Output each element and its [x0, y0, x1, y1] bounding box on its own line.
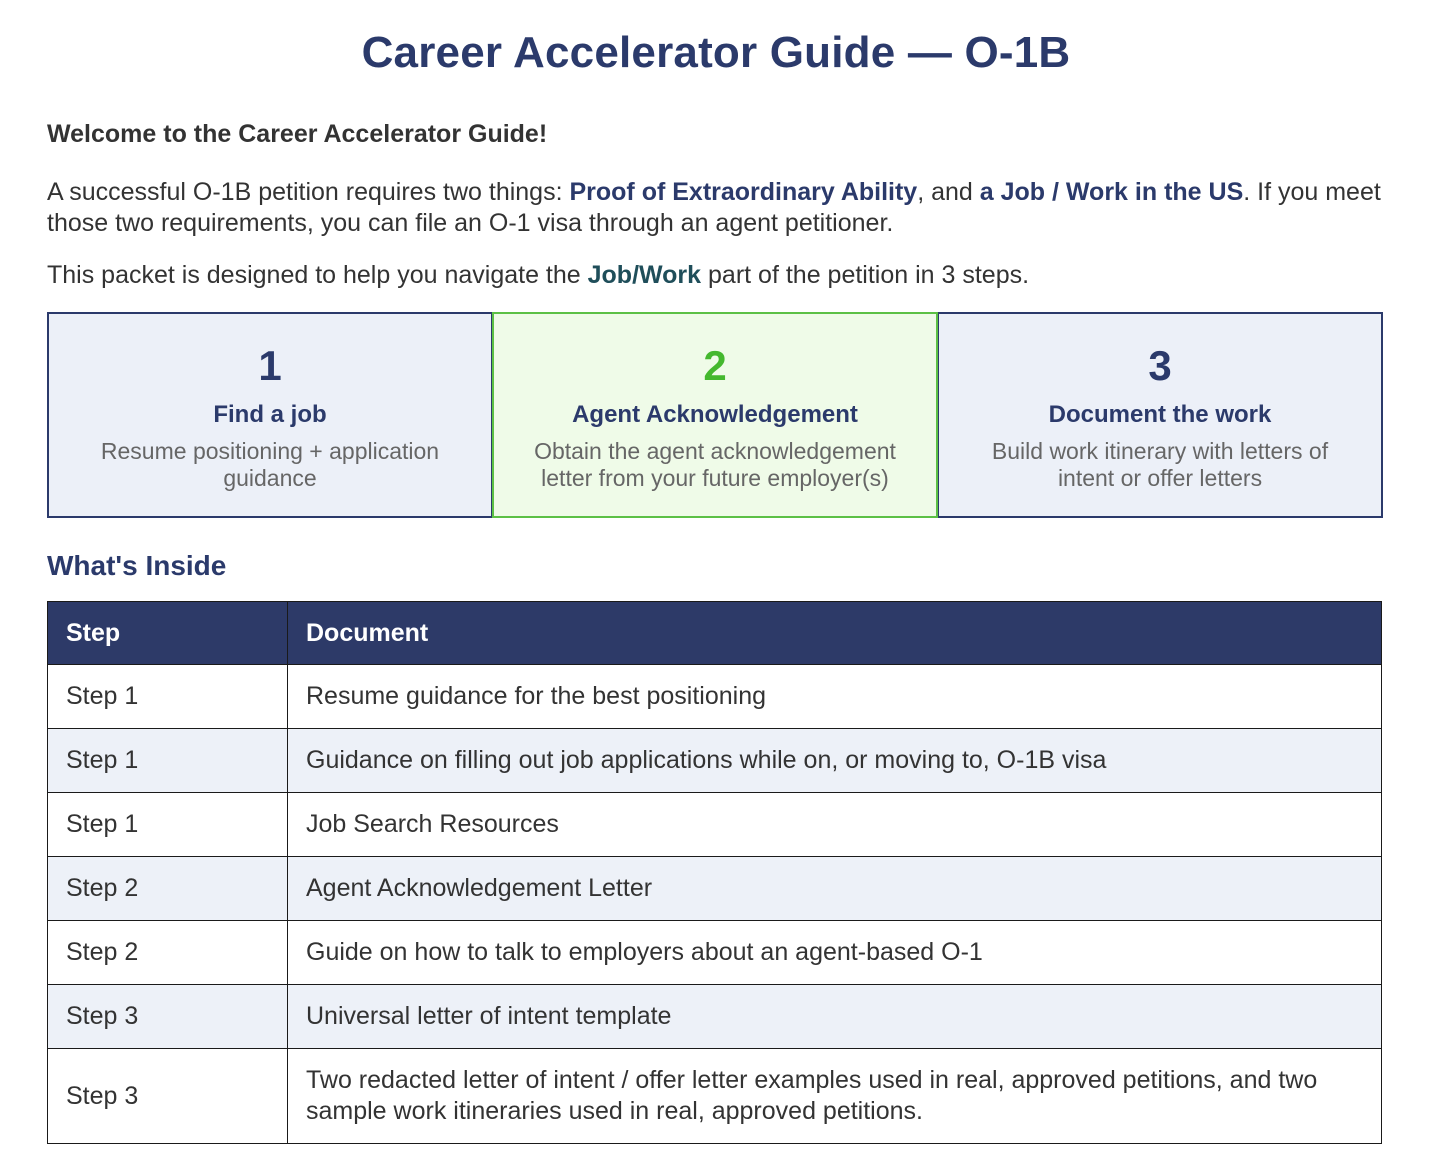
step-number: 1	[258, 342, 282, 389]
cell-document: Guidance on filling out job applications while on, or moving to, O-1B visa	[288, 729, 1382, 793]
step-description: Obtain the agent acknowledgement letter from your future employer(s)	[534, 438, 896, 491]
cell-document: Agent Acknowledgement Letter	[288, 857, 1382, 921]
whats-inside-heading: What's Inside	[47, 550, 227, 581]
step-description: Resume positioning + application guidance	[100, 438, 440, 491]
intro-highlight-job: a Job / Work in the US	[979, 178, 1244, 206]
cell-step: Step 3	[48, 1049, 288, 1144]
packet-text-1: This packet is designed to help you navigate the	[47, 261, 588, 289]
cell-step: Step 1	[48, 793, 288, 857]
intro-text-3: . If you meet those two requirements, you can file an O-1 visa through an agent petitioner.	[47, 178, 1381, 237]
cell-step: Step 1	[48, 729, 288, 793]
table-row	[48, 857, 1382, 921]
step-card-3	[937, 312, 1383, 518]
step-card-2	[492, 312, 938, 518]
cell-document: Guide on how to talk to employers about an agent-based O-1	[288, 921, 1382, 985]
packet-paragraph	[47, 260, 1422, 291]
step-title: Agent Acknowledgement	[572, 401, 858, 428]
cell-step: Step 3	[48, 985, 288, 1049]
intro-highlight-ability: Proof of Extraordinary Ability	[569, 178, 918, 206]
cell-step: Step 2	[48, 921, 288, 985]
packet-text-2: part of the petition in 3 steps.	[701, 261, 1030, 289]
intro-text-2: , and	[917, 178, 980, 206]
step-number: 2	[703, 342, 727, 389]
table-row	[48, 665, 1382, 729]
intro-paragraph	[47, 177, 1422, 239]
column-header-document: Document	[288, 602, 1382, 665]
step-card-1	[47, 312, 493, 518]
table-row	[48, 921, 1382, 985]
cell-document: Resume guidance for the best positioning	[288, 665, 1382, 729]
step-number: 3	[1148, 342, 1172, 389]
welcome-heading: Welcome to the Career Accelerator Guide!	[47, 120, 548, 148]
table-row	[48, 1049, 1382, 1144]
intro-text-1: A successful O-1B petition requires two things:	[47, 178, 570, 206]
cell-document: Job Search Resources	[288, 793, 1382, 857]
packet-highlight-job-work: Job/Work	[587, 261, 702, 289]
table-row	[48, 793, 1382, 857]
step-description: Build work itinerary with letters of intent or offer letters	[991, 438, 1329, 491]
column-header-step: Step	[48, 602, 288, 665]
step-title: Document the work	[1048, 401, 1272, 428]
steps-overview	[47, 312, 1383, 518]
table-header-row	[48, 602, 1382, 665]
cell-document: Two redacted letter of intent / offer letter examples used in real, approved petitions, and two sample work itineraries used in real, approved petitions.	[288, 1049, 1382, 1144]
table-row	[48, 985, 1382, 1049]
cell-document: Universal letter of intent template	[288, 985, 1382, 1049]
step-title: Find a job	[213, 401, 327, 428]
page-title: Career Accelerator Guide — O-1B	[361, 28, 1071, 77]
table-row	[48, 729, 1382, 793]
cell-step: Step 2	[48, 857, 288, 921]
whats-inside-table	[47, 601, 1382, 1144]
cell-step: Step 1	[48, 665, 288, 729]
